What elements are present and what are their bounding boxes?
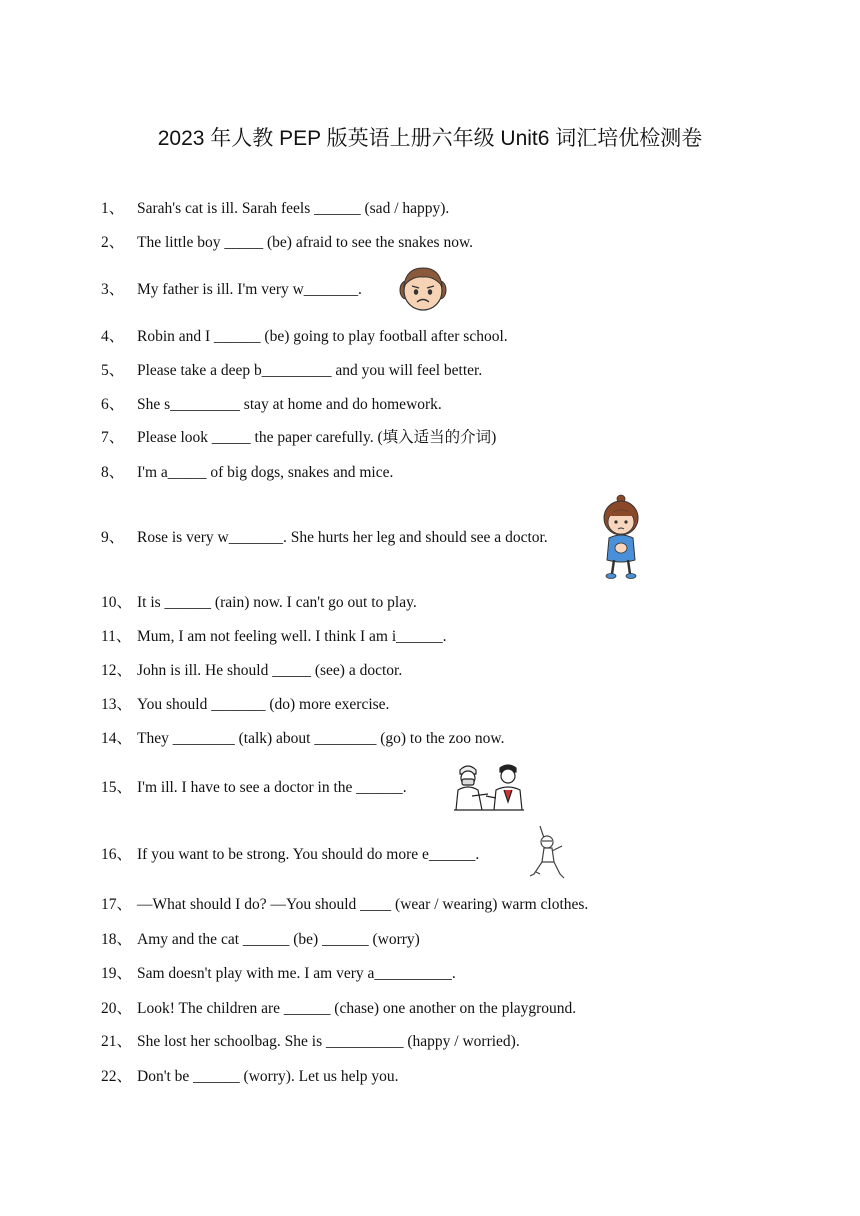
question-18: 18、 Amy and the cat ______ (be) ______ (worry) bbox=[101, 931, 420, 948]
question-text: Sam doesn't play with me. I am very a__________. bbox=[137, 965, 456, 982]
question-text: I'm a_____ of big dogs, snakes and mice. bbox=[137, 464, 394, 481]
question-text: Please take a deep b_________ and you will feel better. bbox=[137, 362, 483, 379]
question-14: 14、 They ________ (talk) about ________ (go) to the zoo now. bbox=[101, 730, 505, 747]
doctor-patient-illustration bbox=[452, 760, 526, 814]
question-text: My father is ill. I'm very w_______. bbox=[137, 281, 362, 298]
question-6: 6、 She s_________ stay at home and do homework. bbox=[101, 396, 442, 413]
question-text: She s_________ stay at home and do homework. bbox=[137, 396, 442, 413]
question-text: If you want to be strong. You should do more e______. bbox=[137, 846, 480, 863]
question-text: Robin and I ______ (be) going to play football after school. bbox=[137, 328, 508, 345]
question-text: Amy and the cat ______ (be) ______ (worry) bbox=[137, 931, 420, 948]
question-text: I'm ill. I have to see a doctor in the ______. bbox=[137, 779, 407, 796]
page-title: 2023 年人教 PEP 版英语上册六年级 Unit6 词汇培优检测卷 bbox=[157, 127, 703, 150]
question-11: 11、 Mum, I am not feeling well. I think I am i______. bbox=[101, 628, 447, 645]
question-text: Don't be ______ (worry). Let us help you. bbox=[137, 1068, 399, 1085]
question-15: 15、 I'm ill. I have to see a doctor in the ______. bbox=[101, 779, 407, 796]
question-4: 4、 Robin and I ______ (be) going to play football after school. bbox=[101, 328, 508, 345]
question-text: Sarah's cat is ill. Sarah feels ______ (sad / happy). bbox=[137, 200, 450, 217]
question-19: 19、 Sam doesn't play with me. I am very a__________. bbox=[101, 965, 456, 982]
question-10: 10、 It is ______ (rain) now. I can't go out to play. bbox=[101, 594, 417, 611]
question-text: Mum, I am not feeling well. I think I am i______. bbox=[137, 628, 447, 645]
question-16: 16、 If you want to be strong. You should do more e______. bbox=[101, 846, 480, 863]
question-text: It is ______ (rain) now. I can't go out to play. bbox=[137, 594, 417, 611]
question-21: 21、 She lost her schoolbag. She is __________ (happy / worried). bbox=[101, 1033, 520, 1050]
question-3: 3、 My father is ill. I'm very w_______. bbox=[101, 281, 362, 298]
question-7: 7、 Please look _____ the paper carefully. (填入适当的介词) bbox=[101, 429, 497, 446]
hurt-girl-illustration bbox=[600, 494, 644, 580]
question-22: 22、 Don't be ______ (worry). Let us help you. bbox=[101, 1068, 399, 1085]
question-text: Please look _____ the paper carefully. (填入适当的介词) bbox=[137, 429, 497, 446]
question-12: 12、 John is ill. He should _____ (see) a doctor. bbox=[101, 662, 403, 679]
question-text: Look! The children are ______ (chase) one another on the playground. bbox=[137, 1000, 577, 1017]
worried-girl-face-illustration bbox=[398, 264, 448, 314]
question-text: She lost her schoolbag. She is __________ (happy / worried). bbox=[137, 1033, 520, 1050]
question-text: —What should I do? —You should ____ (wear / wearing) warm clothes. bbox=[137, 896, 589, 913]
question-9: 9、 Rose is very w_______. She hurts her leg and should see a doctor. bbox=[101, 529, 548, 546]
question-17: 17、 —What should I do? —You should ____ (wear / wearing) warm clothes. bbox=[101, 896, 589, 913]
question-8: 8、 I'm a_____ of big dogs, snakes and mice. bbox=[101, 464, 394, 481]
question-13: 13、 You should _______ (do) more exercise. bbox=[101, 696, 390, 713]
question-1: 1、 Sarah's cat is ill. Sarah feels ______ (sad / happy). bbox=[101, 200, 450, 217]
question-2: 2、 The little boy _____ (be) afraid to see the snakes now. bbox=[101, 234, 474, 251]
question-20: 20、 Look! The children are ______ (chase) one another on the playground. bbox=[101, 1000, 577, 1017]
question-5: 5、 Please take a deep b_________ and you will feel better. bbox=[101, 362, 483, 379]
question-text: John is ill. He should _____ (see) a doctor. bbox=[137, 662, 403, 679]
question-text: Rose is very w_______. She hurts her leg and should see a doctor. bbox=[137, 529, 548, 546]
question-text: You should _______ (do) more exercise. bbox=[137, 696, 390, 713]
question-text: They ________ (talk) about ________ (go) to the zoo now. bbox=[137, 730, 505, 747]
exercising-child-illustration bbox=[528, 824, 566, 882]
question-text: The little boy _____ (be) afraid to see the snakes now. bbox=[137, 234, 474, 251]
